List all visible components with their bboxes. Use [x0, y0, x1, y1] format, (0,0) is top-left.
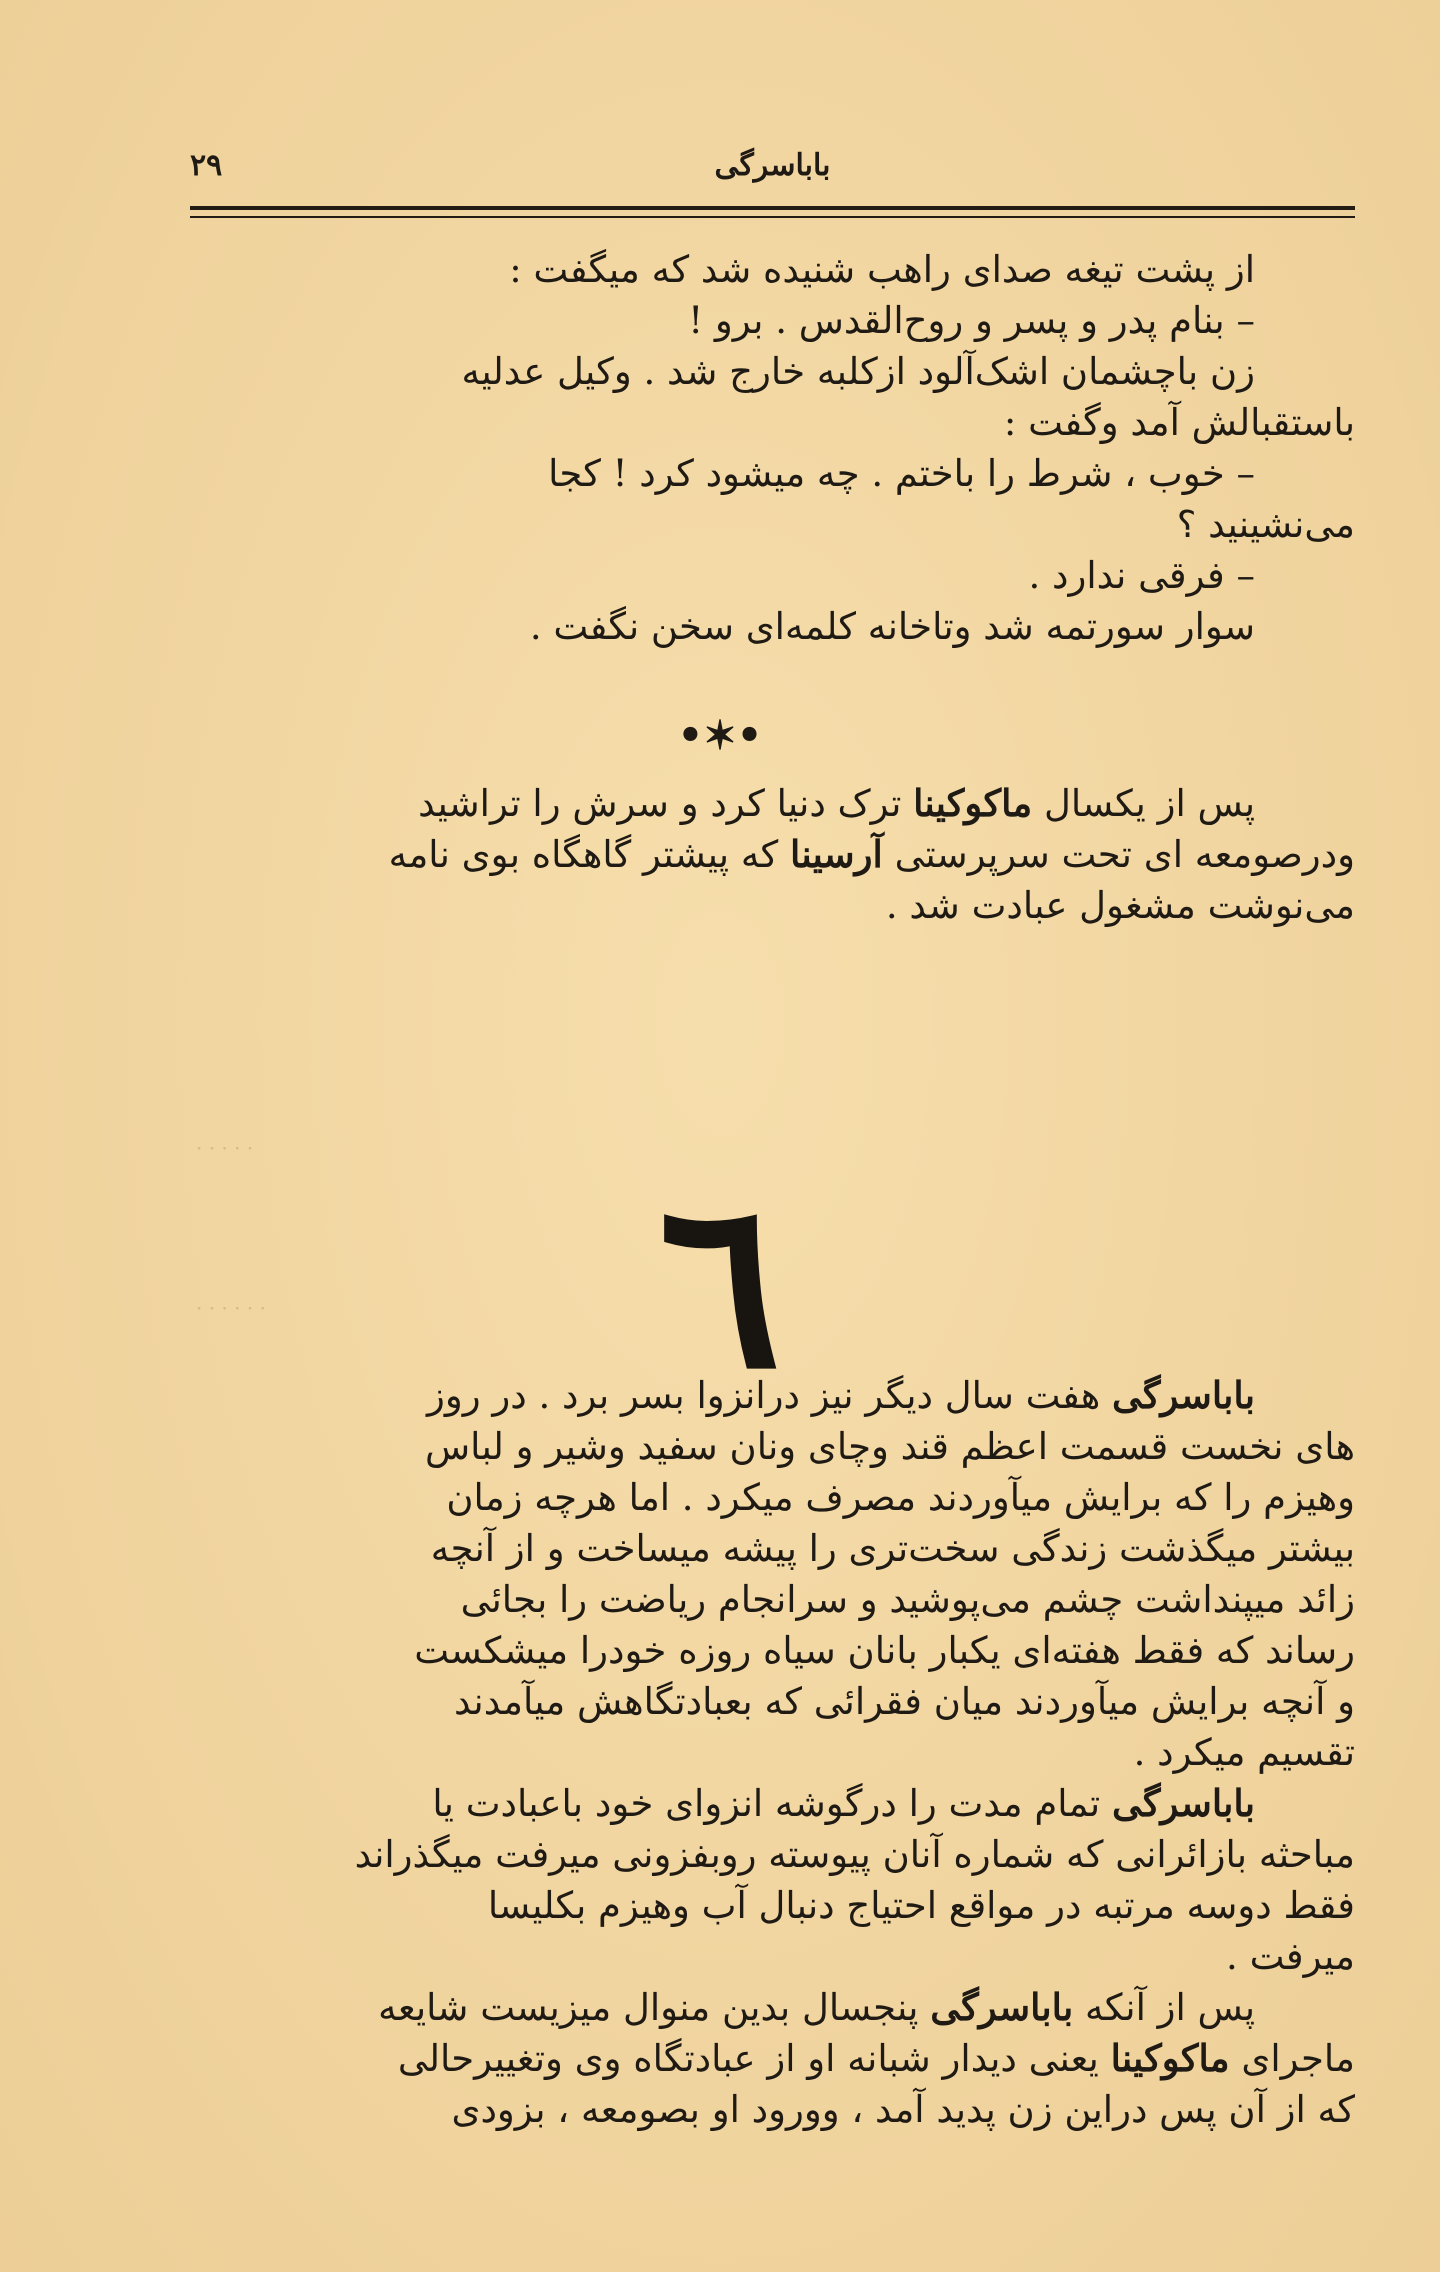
text-line: میرفت . [1226, 1935, 1355, 1978]
section-1-text [190, 244, 1355, 652]
text-segment: پنجسال بدین منوال میزیست شایعه [378, 1986, 931, 2029]
character-name: باباسرگی [1111, 1781, 1255, 1825]
bleed-through-mark: · · · · · [196, 1136, 254, 1160]
text-segment: می‌نوشت مشغول عبادت شد . [885, 884, 1355, 927]
text-line: و آنچه برایش میآوردند میان فقرائی که بعبادتگاهش میآمدند [454, 1680, 1355, 1723]
text-line: از پشت تیغه صدای راهب شنیده شد که میگفت : [509, 248, 1255, 291]
text-line: سوار سورتمه شد وتاخانه کلمه‌ای سخن نگفت . [529, 605, 1255, 648]
text-line: بیشتر میگذشت زندگی سخت‌تری را پیشه میساخت و از آنچه [430, 1527, 1355, 1570]
text-line [190, 1370, 1355, 1421]
text-line: رساند که فقط هفته‌ای یکبار بانان سیاه روزه خودرا میشکست [414, 1629, 1355, 1672]
character-name: باباسرگی [930, 1985, 1074, 2029]
text-segment: ترک دنیا کرد و سرش را تراشید [418, 782, 914, 825]
text-line [190, 2033, 1355, 2084]
text-line [190, 1982, 1355, 2033]
text-line: – فرقی ندارد . [1028, 554, 1255, 597]
text-segment: که پیشتر گاهگاه بوی نامه [388, 833, 791, 876]
text-line: – خوب ، شرط را باختم . چه میشود کرد ! کجا [548, 452, 1255, 495]
text-segment: تمام مدت را درگوشه انزوای خود باعبادت یا [432, 1782, 1112, 1825]
text-segment: ماجرای [1229, 2037, 1355, 2080]
text-line [190, 829, 1355, 880]
text-segment: ودرصومعه ای تحت سرپرستی [882, 833, 1355, 876]
page-number: ۲۹ [190, 148, 223, 183]
text-line: زائد میپنداشت چشم می‌پوشید و سرانجام ریاضت را بجائی [460, 1578, 1355, 1621]
text-line: – بنام پدر و پسر و روح‌القدس . برو ! [688, 299, 1255, 342]
chapter-number: ٦ [658, 1150, 782, 1420]
section-2-text [190, 778, 1355, 931]
text-line: زن باچشمان اشک‌آلود ازکلبه خارج شد . وکیل عدلیه [461, 350, 1255, 393]
bleed-through-mark: · · · · · · [196, 1296, 266, 1320]
text-line: فقط دوسه مرتبه در مواقع احتیاج دنبال آب وهیزم بکلیسا [487, 1884, 1355, 1927]
character-name: ماکوکینا [913, 781, 1033, 825]
text-line [190, 880, 1355, 931]
header-rule-thick [190, 206, 1355, 210]
character-name: ماکوکینا [1110, 2036, 1230, 2080]
text-segment: پس از یکسال [1032, 782, 1255, 825]
text-line [190, 1778, 1355, 1829]
text-segment: یعنی دیدار شبانه او از عبادتگاه وی وتغییرحالی [397, 2037, 1111, 2080]
section-3-text [190, 1370, 1355, 2135]
page-header [190, 148, 1355, 188]
text-segment: پس از آنکه [1073, 1986, 1255, 2029]
text-line: وهیزم را که برایش میآوردند مصرف میکرد . اما هرچه زمان [446, 1476, 1355, 1519]
text-line [190, 778, 1355, 829]
text-line: که از آن پس دراین زن پدید آمد ، وورود او بصومعه ، بزودی [451, 2088, 1355, 2131]
character-name: آرسینا [790, 832, 883, 876]
text-line: باستقبالش آمد وگفت : [1003, 401, 1355, 444]
text-segment: هفت سال دیگر نیز درانزوا بسر برد . در روز [427, 1374, 1112, 1417]
header-rule-thin [190, 216, 1355, 218]
text-line: می‌نشینید ؟ [1176, 503, 1355, 546]
text-line: مباحثه بازائرانی که شماره آنان پیوسته روبفزونی میرفت میگذراند [354, 1833, 1355, 1876]
text-line: های نخست قسمت اعظم قند وچای ونان سفید وشیر و لباس [425, 1425, 1355, 1468]
character-name: باباسرگی [1111, 1373, 1255, 1417]
text-line: تقسیم میکرد . [1133, 1731, 1355, 1774]
running-title: باباسرگی [714, 148, 831, 183]
section-separator-ornament: •✶• [677, 712, 763, 759]
